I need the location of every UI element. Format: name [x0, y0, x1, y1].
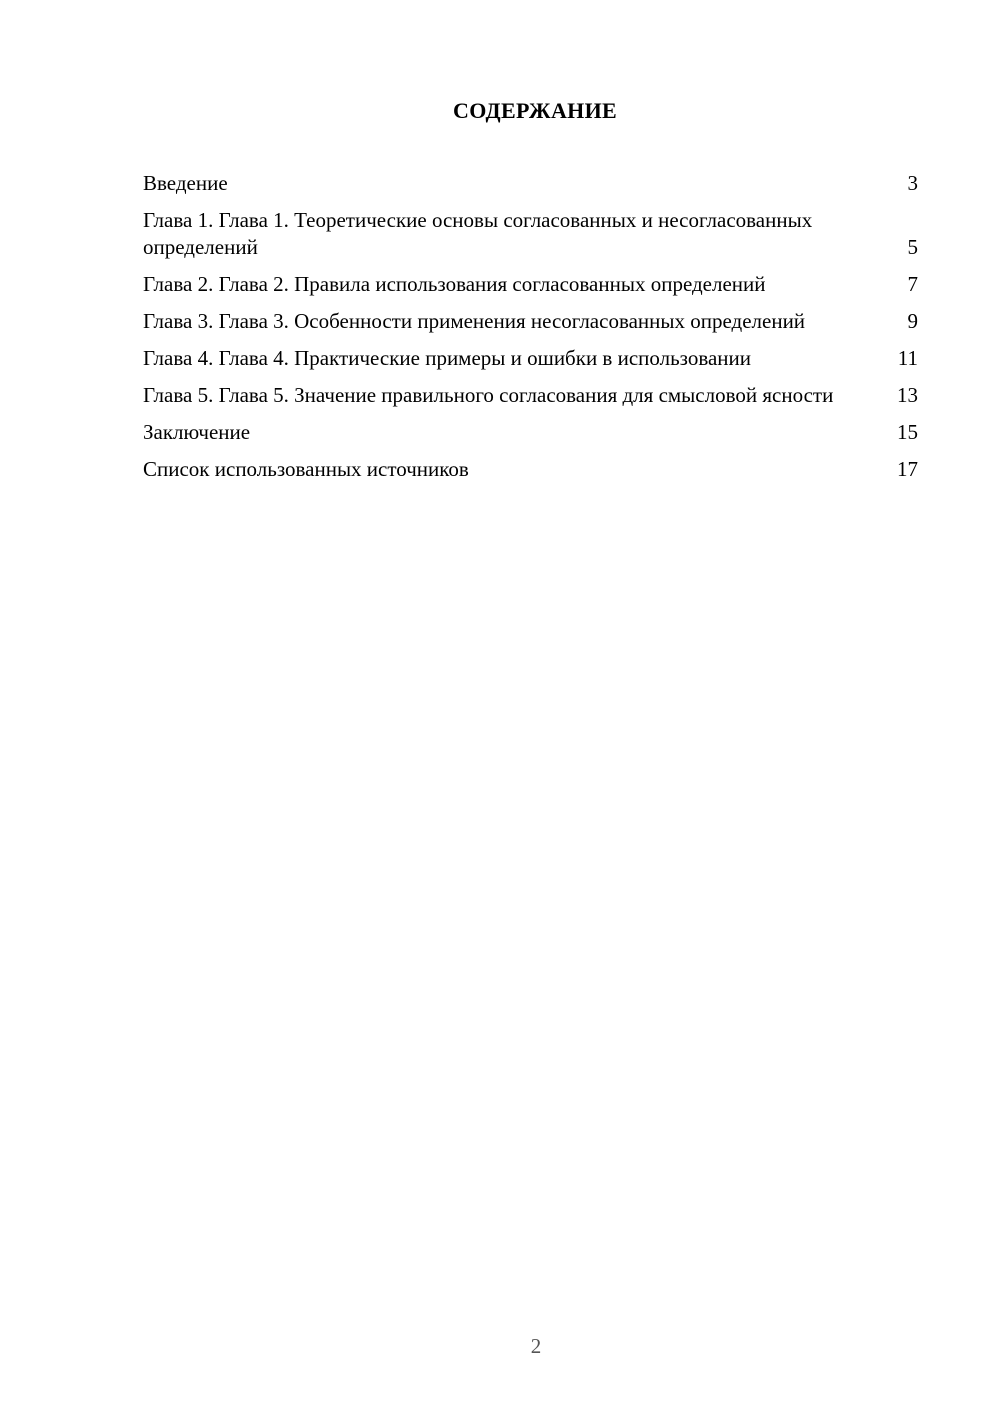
toc-entry-page-number: 11 [897, 346, 918, 370]
toc-entry-references[interactable] [143, 456, 918, 483]
page-footer-number: 2 [530, 1334, 542, 1358]
toc-entry-chapter-1[interactable] [143, 207, 918, 261]
toc-entry-page-number: 15 [897, 420, 918, 444]
toc-entry-conclusion[interactable] [143, 419, 918, 446]
toc-entry-chapter-5[interactable] [143, 382, 918, 409]
toc-entry-page-number: 13 [897, 383, 918, 407]
toc-entry-page-number: 3 [907, 171, 918, 195]
toc-entry-title: Введение [143, 171, 228, 195]
toc-entry-title: Глава 3. Глава 3. Особенности применения несогласованных определений [143, 309, 806, 333]
toc-entry-chapter-3[interactable] [143, 308, 918, 335]
table-of-contents [143, 170, 918, 493]
toc-entry-title: Глава 4. Глава 4. Практические примеры и ошибки в использовании [143, 346, 752, 370]
toc-entry-page-number: 17 [897, 457, 918, 481]
toc-entry-page-number: 7 [907, 272, 918, 296]
toc-entry-page-number: 5 [907, 235, 918, 259]
toc-entry-title: Заключение [143, 420, 251, 444]
toc-entry-title: Глава 2. Глава 2. Правила использования согласованных определений [143, 272, 766, 296]
page-title: СОДЕРЖАНИЕ [453, 98, 617, 123]
toc-entry-chapter-2[interactable] [143, 271, 918, 298]
toc-entry-title: Глава 5. Глава 5. Значение правильного согласования для смысловой ясности [143, 383, 834, 407]
toc-entry-chapter-4[interactable] [143, 345, 918, 372]
toc-entry-introduction[interactable] [143, 170, 918, 197]
toc-entry-title: Список использованных источников [143, 457, 469, 481]
toc-entry-title: Глава 1. Глава 1. Теоретические основы согласованных и несогласованных определений [143, 208, 813, 259]
toc-entry-page-number: 9 [907, 309, 918, 333]
